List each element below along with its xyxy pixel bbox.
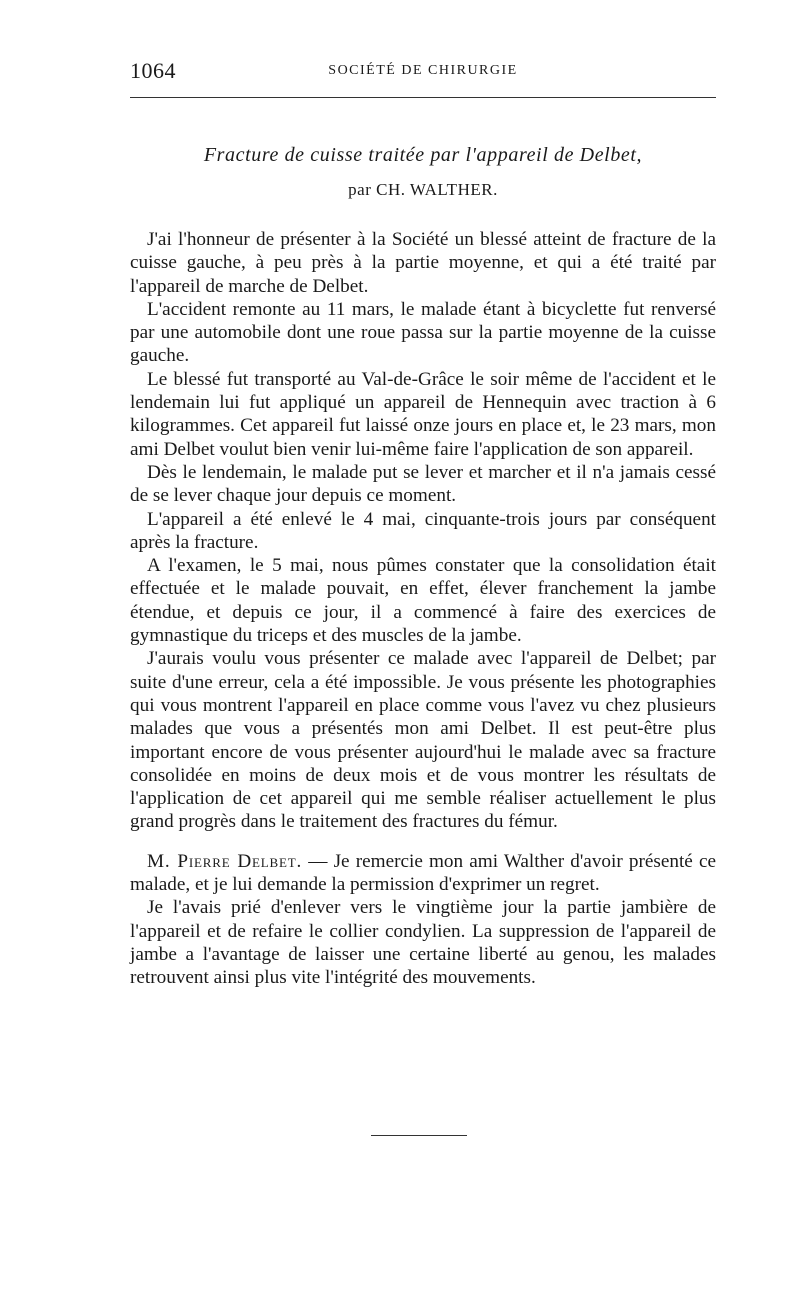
paragraph: Le blessé fut transporté au Val-de-Grâce le soir même de l'accident et le lendemain lui fut appliqué un appareil de Hennequin avec traction à 6 kilogrammes. Cet appareil fut laissé onze jours en place et, le 23 mars, mon ami Delbet voulut bien venir lui-même faire l'application de son appareil. xyxy=(130,368,716,460)
article-title: Fracture de cuisse traitée par l'appareil de Delbet, xyxy=(203,144,643,166)
header-rule xyxy=(130,97,716,98)
paragraph: Dès le lendemain, le malade put se lever et marcher et il n'a jamais cessé de se lever chaque jour depuis ce moment. xyxy=(130,461,716,507)
paragraph: L'accident remonte au 11 mars, le malade étant à bicyclette fut renversé par une automobile dont une roue passa sur la partie moyenne de la cuisse gauche. xyxy=(130,298,716,367)
speaker-remark: — Je remercie mon ami Walther d'avoir présenté ce malade, et je lui demande la permission d'exprimer un regret. xyxy=(130,850,716,896)
paragraph: L'appareil a été enlevé le 4 mai, cinquante-trois jours par conséquent après la fracture. xyxy=(130,508,716,553)
page-number: 1064 xyxy=(130,58,176,83)
end-rule xyxy=(371,1135,467,1136)
paragraph: J'aurais voulu vous présenter ce malade avec l'appareil de Delbet; par suite d'une erreur, cela a été impossible. Je vous présente les photographies qui vous montrent l'appareil en place comme vous l'avez vu chez plusieurs malades que vous a présentés mon ami Delbet. Il est peut-être plus important encore de vous présenter aujourd'hui le malade avec sa fracture consolidée en moins de deux mois et de vous montrer les résultats de l'application de cet appareil qui me semble réaliser actuellement le plus grand progrès dans le traitement des fractures du fémur. xyxy=(130,648,716,833)
speaker-name: M. Pierre Delbet. xyxy=(147,850,303,872)
discussion-paragraph: Je l'avais prié d'enlever vers le vingtième jour la partie jambière de l'appareil et de refaire le collier condylien. La suppression de l'appareil de jambe a l'avantage de laisser une certaine liberté au genou, les malades retrouvent ainsi plus vite l'intégrité des mouvements. xyxy=(130,897,716,989)
article-body xyxy=(130,228,716,990)
discussion-paragraph xyxy=(130,850,716,897)
running-head: SOCIÉTÉ DE CHIRURGIE xyxy=(328,63,518,78)
article-byline: par CH. WALTHER. xyxy=(348,180,498,199)
page-header xyxy=(130,58,716,88)
paragraph: A l'examen, le 5 mai, nous pûmes constater que la consolidation était effectuée et le malade pouvait, en effet, élever franchement la jambe étendue, et depuis ce jour, il a commencé à faire des exercices de gymnastique du triceps et des muscles de la jambe. xyxy=(130,555,716,647)
paragraph: J'ai l'honneur de présenter à la Société un blessé atteint de fracture de la cuisse gauche, à peu près à la partie moyenne, et qui a été traité par l'appareil de marche de Delbet. xyxy=(130,229,716,297)
